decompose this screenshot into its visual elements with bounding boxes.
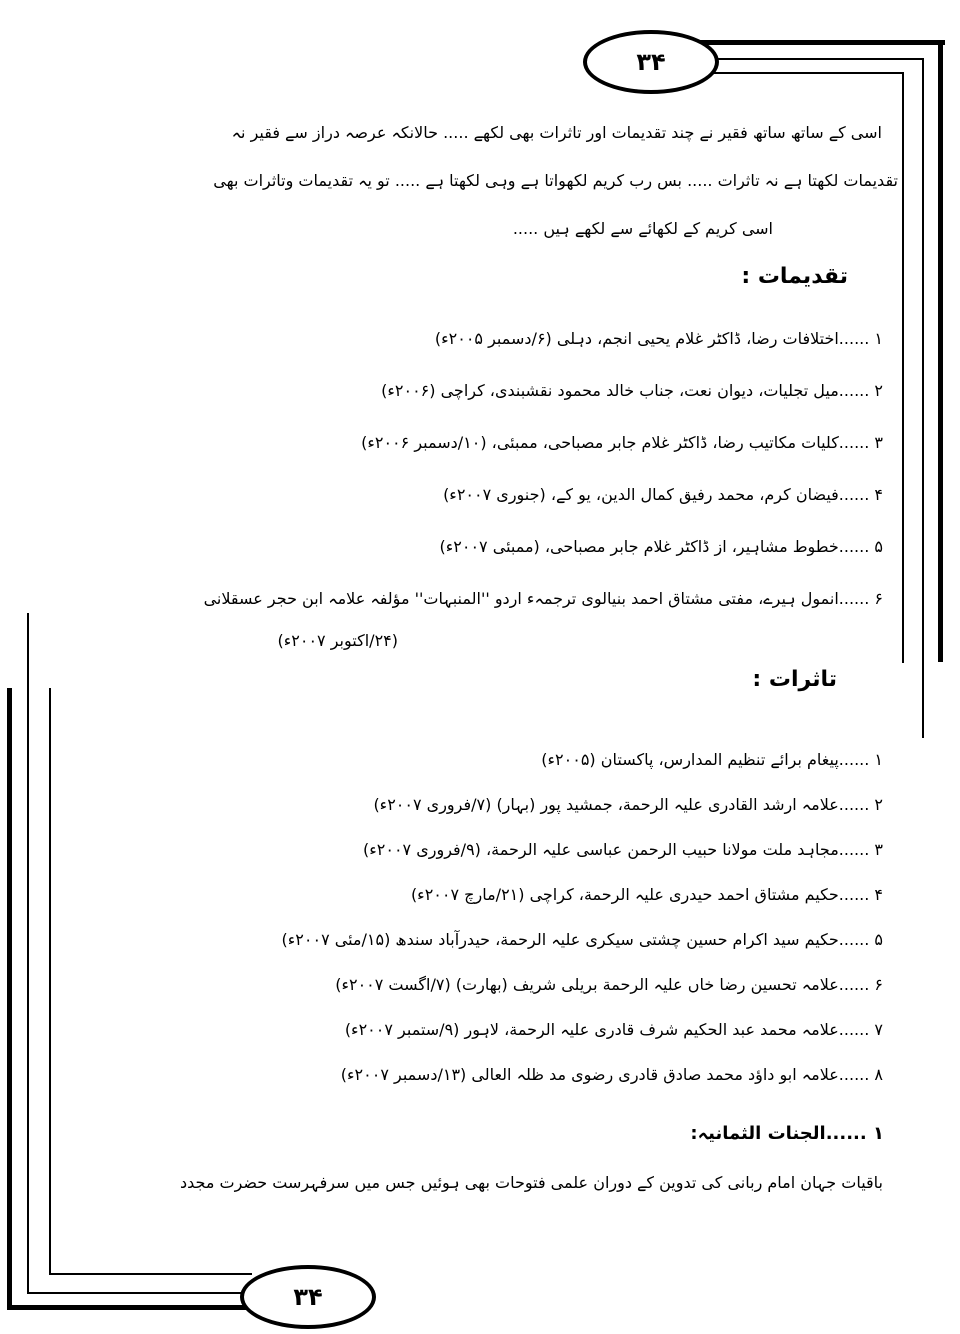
- page-number-top: ۳۴: [636, 48, 666, 76]
- border-left-outer-vertical: [7, 688, 12, 1310]
- section-heading-tassurat: تاثرات :: [752, 667, 837, 692]
- subheading-aljannat: ۱ ......الجنات الثمانیہ:: [690, 1123, 884, 1144]
- page-number-bottom: ۳۴: [293, 1283, 323, 1311]
- taqdimat-item-6: ۶ ......انمول ہیرے، مفتی مشتاق احمد بنیالوی ترجمہء اردو ''المنبہات'' مؤلفہ علامہ ابن حجر عسقلانی: [203, 589, 883, 608]
- tassurat-item-1: ۱ ......پیغام برائے تنظیم المدارس، پاکستان (۲۰۰۵ء): [541, 750, 883, 769]
- border-top-right-middle-horizontal: [702, 58, 924, 60]
- border-bottom-left-middle-horizontal: [27, 1292, 247, 1294]
- border-top-right-inner-horizontal: [700, 72, 904, 74]
- section-heading-taqdimat: تقدیمات :: [741, 264, 848, 289]
- border-bottom-left-inner-horizontal: [49, 1273, 252, 1275]
- tassurat-item-3: ۳ ......مجاہد ملت مولانا حبیب الرحمن عباسی علیہ الرحمة، (۹/فروری ۲۰۰۷ء): [362, 840, 883, 859]
- taqdimat-item-3: ۳ ......کلیات مکاتیب رضا، ڈاکٹر غلام جابر مصباحی، ممبئی، (۱۰/دسمبر ۲۰۰۶ء): [361, 433, 883, 452]
- border-left-inner-vertical: [49, 688, 51, 1275]
- tassurat-item-4: ۴ ......حکیم مشتاق احمد حیدری علیہ الرحمة، کراچی (۲۱/مارچ ۲۰۰۷ء): [410, 885, 883, 904]
- tassurat-item-8: ۸ ......علامہ ابو داؤد محمد صادق قادری رضوی مد ظلہ العالی (۱۳/دسمبر ۲۰۰۷ء): [340, 1065, 883, 1084]
- taqdimat-item-6-date: (۲۴/اکتوبر ۲۰۰۷ء): [277, 631, 398, 650]
- border-right-outer-vertical: [938, 40, 943, 662]
- page-number-badge-top: [583, 30, 719, 94]
- taqdimat-item-4: ۴ ......فیضان کرم، محمد رفیق کمال الدین، یو کے، (جنوری ۲۰۰۷ء): [443, 485, 883, 504]
- intro-line-2: تقدیمات لکھتا ہے نہ تاثرات ..... بس رب کریم لکھواتا ہے وہی لکھتا ہے ..... تو یہ تقدیمات وتاثرات بھی: [213, 171, 898, 190]
- border-top-right-outer-horizontal: [700, 40, 945, 45]
- tassurat-item-7: ۷ ......علامہ محمد عبد الحکیم شرف قادری علیہ الرحمة، لاہور (۹/ستمبر ۲۰۰۷ء): [344, 1020, 883, 1039]
- intro-line-1: اسی کے ساتھ ساتھ فقیر نے چند تقدیمات اور تاثرات بھی لکھے ..... حالانکہ عرصہ دراز سے فقیر نہ: [231, 123, 882, 142]
- page-number-badge-bottom: [240, 1265, 376, 1329]
- border-right-inner-vertical: [902, 72, 904, 663]
- tassurat-item-2: ۲ ......علامہ ارشد القادری علیہ الرحمة، جمشید پور (بہار) (۷/فروری ۲۰۰۷ء): [373, 795, 883, 814]
- closing-line: باقیات جہان امام ربانی کی تدوین کے دوران علمی فتوحات بھی ہوئیں جس میں سرفہرست حضرت مجدد: [180, 1173, 883, 1192]
- tassurat-item-6: ۶ ......علامہ تحسین رضا خاں علیہ الرحمة بریلی شریف (بھارت) (۷/اگست ۲۰۰۷ء): [335, 975, 883, 994]
- tassurat-item-5: ۵ ......حکیم سید اکرام حسین چشتی سیکری علیہ الرحمة، حیدرآباد سندھ (۱۵/مئی ۲۰۰۷ء): [281, 930, 883, 949]
- intro-line-3: اسی کریم کے لکھائے سے لکھے ہیں .....: [512, 219, 773, 238]
- taqdimat-item-1: ۱ ......اختلافات رضا، ڈاکٹر غلام یحیی انجم، دہلی (۶/دسمبر ۲۰۰۵ء): [434, 329, 883, 348]
- border-right-middle-vertical: [922, 58, 924, 738]
- border-left-middle-vertical: [27, 613, 29, 1294]
- border-bottom-left-outer-horizontal: [7, 1305, 255, 1310]
- taqdimat-item-5: ۵ ......خطوط مشاہیر، از ڈاکٹر غلام جابر مصباحی، (ممبئی ۲۰۰۷ء): [439, 537, 883, 556]
- taqdimat-item-2: ۲ ......میل تجلیات، دیوان نعت، جناب خالد محمود نقشبندی، کراچی (۲۰۰۶ء): [381, 381, 883, 400]
